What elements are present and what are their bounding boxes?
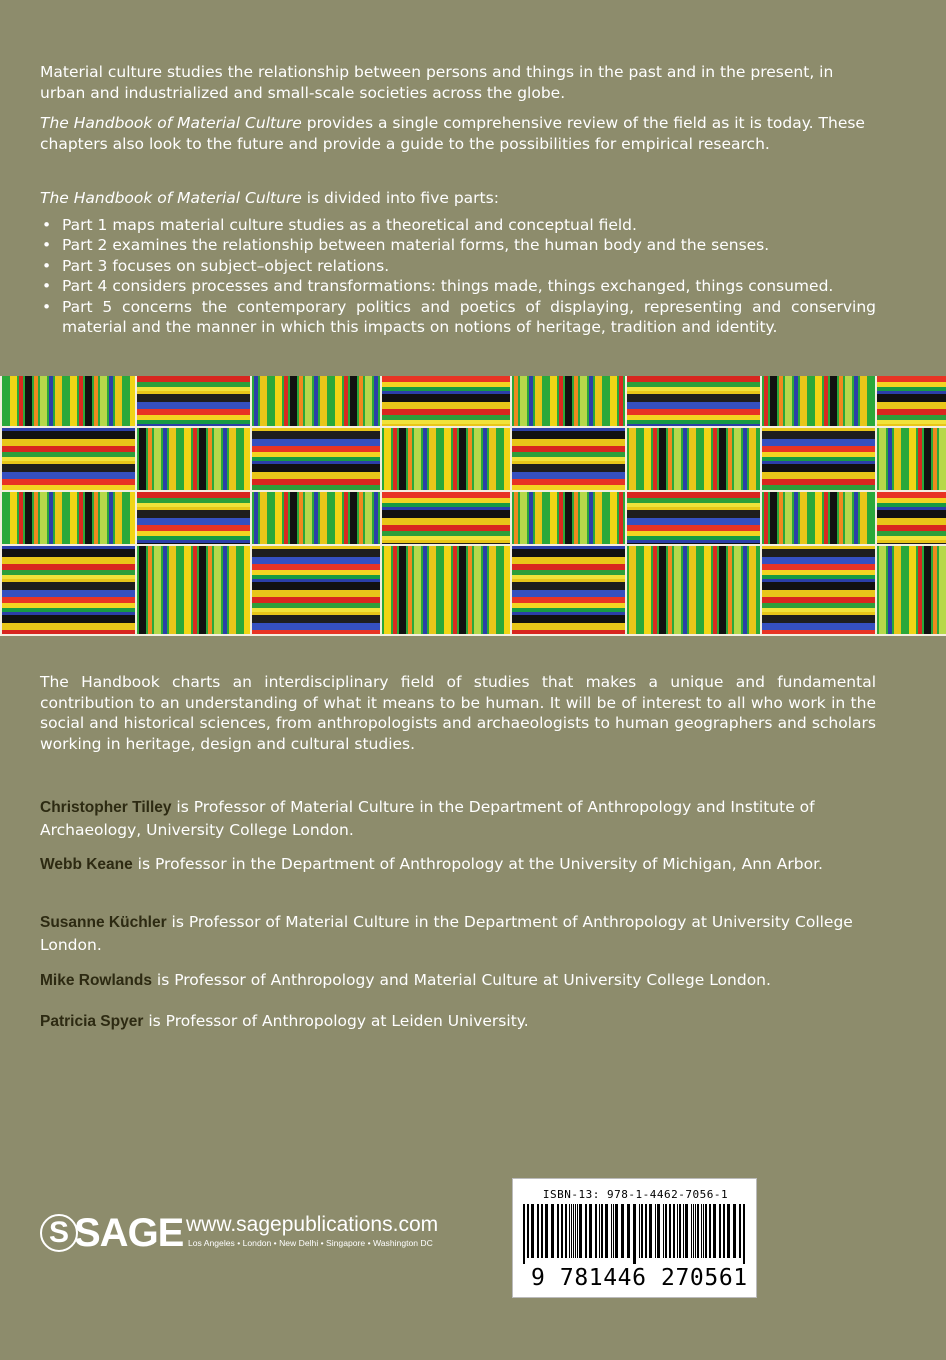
book-title: The Handbook of Material Culture <box>40 189 302 207</box>
author-description: is Professor of Material Culture in the Department of Anthropology and Institute of Archaeology, University College London. <box>40 798 815 839</box>
author-name: Webb Keane <box>40 856 133 873</box>
overview-paragraph <box>40 113 876 154</box>
part-2: • Part 2 examines the relationship between material forms, the human body and the senses. <box>40 235 876 256</box>
intro-paragraph: Material culture studies the relationship between persons and things in the past and in the present, in urban and industrialized and small-scale societies across the globe. <box>40 63 834 102</box>
author-name: Christopher Tilley <box>40 799 172 816</box>
author-name: Mike Rowlands <box>40 972 152 989</box>
publisher-name: SAGE <box>74 1211 184 1255</box>
bio-susanne-kuchler <box>40 911 860 956</box>
isbn-label: ISBN-13: 978-1-4462-7056-1 <box>542 1188 729 1201</box>
book-title: The Handbook of Material Culture <box>40 114 302 132</box>
publisher-cities: Los Angeles • London • New Delhi • Singapore • Washington DC <box>188 1238 433 1248</box>
parts-section <box>40 188 876 338</box>
part-4: • Part 4 considers processes and transformations: things made, things exchanged, things consumed. <box>40 276 876 297</box>
parts-list <box>40 215 876 338</box>
bio-mike-rowlands <box>40 969 860 992</box>
author-description: is Professor of Anthropology and Material Culture at University College London. <box>151 971 771 989</box>
overview-text: provides a single comprehensive review of the field as it is today. These chapters also look to the future and provide a guide to the possibilities for empirical research. <box>40 114 865 153</box>
publisher-logo <box>40 1212 480 1262</box>
author-description: is Professor of Material Culture in the Department of Anthropology at University College London. <box>40 913 853 954</box>
bio-christopher-tilley <box>40 796 860 841</box>
kente-cloth-image <box>0 376 946 636</box>
barcode-digits: 9 781446 270561 <box>531 1265 748 1291</box>
bio-webb-keane <box>40 853 860 876</box>
author-name: Susanne Küchler <box>40 914 167 931</box>
sage-logo-icon: S <box>40 1214 78 1252</box>
part-3: • Part 3 focuses on subject–object relations. <box>40 256 876 277</box>
bio-patricia-spyer <box>40 1010 860 1033</box>
author-description: is Professor of Anthropology at Leiden University. <box>143 1012 529 1030</box>
intro-section <box>40 62 876 164</box>
author-name: Patricia Spyer <box>40 1013 144 1030</box>
parts-intro-text: is divided into five parts: <box>301 189 499 207</box>
part-5: • Part 5 concerns the contemporary politics and poetics of displaying, representing and conserving material and the manner in which this impacts on notions of heritage, tradition and identity. <box>40 297 876 338</box>
barcode-panel <box>512 1178 757 1298</box>
barcode-icon <box>523 1204 748 1264</box>
publisher-url: www.sagepublications.com <box>186 1213 439 1236</box>
summary-paragraph: The Handbook charts an interdisciplinary field of studies that makes a unique and fundamental contribution to an understanding of what it means to be human. It will be of interest to all who work in the social and historical sciences, from anthropologists and archaeologists to human geographers and scholars working in heritage, design and cultural studies. <box>40 673 876 753</box>
author-description: is Professor in the Department of Anthropology at the University of Michigan, Ann Arbor. <box>132 855 823 873</box>
parts-intro <box>40 188 876 209</box>
part-1: • Part 1 maps material culture studies as a theoretical and conceptual field. <box>40 215 876 236</box>
